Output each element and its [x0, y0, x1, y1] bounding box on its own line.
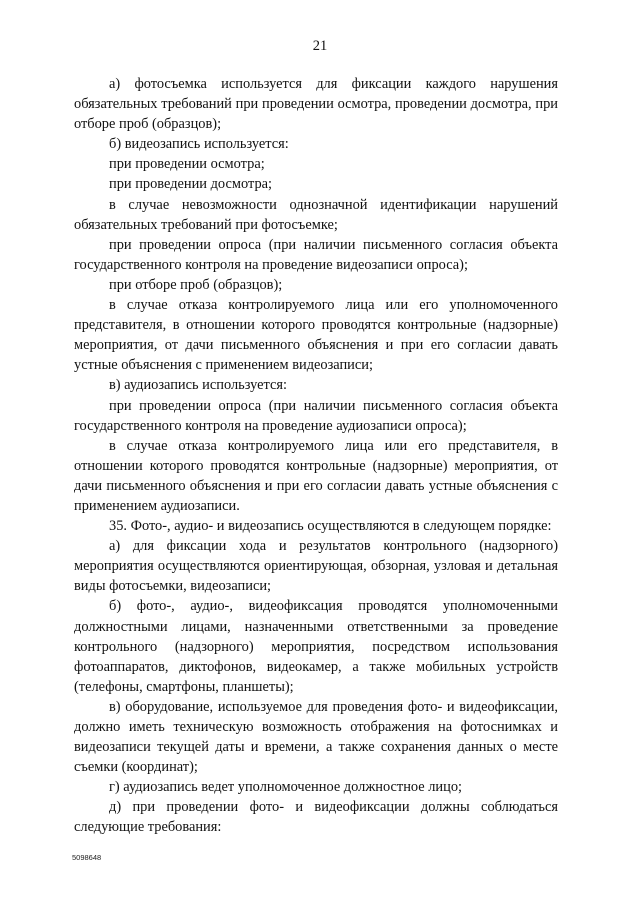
document-body	[74, 74, 558, 838]
paragraph-35e-requirements: д) при проведении фото- и видеофиксации должны соблюдаться следующие требования:	[74, 799, 558, 836]
paragraph-video-search: при проведении досмотра;	[109, 176, 273, 193]
paragraph-video-refusal: в случае отказа контролируемого лица или его уполномоченного представителя, в отношении которого проводятся контрольные (надзорные) мероприятия, от дачи письменного объяснения и при его согласии давать устные объяснения с применением видеозаписи;	[74, 297, 558, 374]
paragraph-35-procedure: 35. Фото-, аудио- и видеозапись осуществляются в следующем порядке:	[109, 518, 552, 535]
paragraph-35d-audio: г) аудиозапись ведет уполномоченное должностное лицо;	[109, 779, 463, 796]
paragraph-audio-survey: при проведении опроса (при наличии письменного согласия объекта государственного контроля на проведение аудиозаписи опроса);	[74, 397, 558, 434]
paragraph-audio-refusal: в случае отказа контролируемого лица или его представителя, в отношении которого проводятся контрольные (надзорные) мероприятия, от дачи письменного объяснения и при его согласии давать устные объяснения с применением аудиозаписи.	[74, 437, 558, 514]
paragraph-35a-types: а) для фиксации хода и результатов контрольного (надзорного) мероприятия осуществляются ориентирующая, обзорная, узловая и детальная виды фотосъемки, видеозаписи;	[74, 538, 558, 595]
paragraph-b-video-heading: б) видеозапись используется:	[109, 136, 289, 153]
paragraph-c-audio-heading: в) аудиозапись используется:	[109, 377, 287, 394]
paragraph-video-sampling: при отборе проб (образцов);	[109, 276, 283, 293]
paragraph-35b-officials: б) фото-, аудио-, видеофиксация проводятся уполномоченными должностными лицами, назначенными ответственными за проведение контрольного (надзорного) мероприятия, посредством использования фотоаппаратов, диктофонов, видеокамер, а также мобильных устройств (телефоны, смартфоны, планшеты);	[74, 598, 558, 695]
paragraph-35c-equipment: в) оборудование, используемое для проведения фото- и видеофиксации, должно иметь техническую возможность отображения на фотоснимках и видеозаписи текущей даты и времени, а также сохранения данных о месте съемки (координат);	[74, 698, 558, 776]
paragraph-a-photography: а) фотосъемка используется для фиксации каждого нарушения обязательных требований при проведении осмотра, проведении досмотра, при отборе проб (образцов);	[74, 76, 558, 133]
document-id: 5098648	[72, 853, 102, 862]
paragraph-video-identification: в случае невозможности однозначной идентификации нарушений обязательных требований при фотосъемке;	[74, 196, 558, 233]
page-number: 21	[312, 38, 328, 54]
paragraph-video-survey: при проведении опроса (при наличии письменного согласия объекта государственного контроля на проведение видеозаписи опроса);	[74, 236, 558, 273]
paragraph-video-inspection: при проведении осмотра;	[109, 156, 265, 173]
